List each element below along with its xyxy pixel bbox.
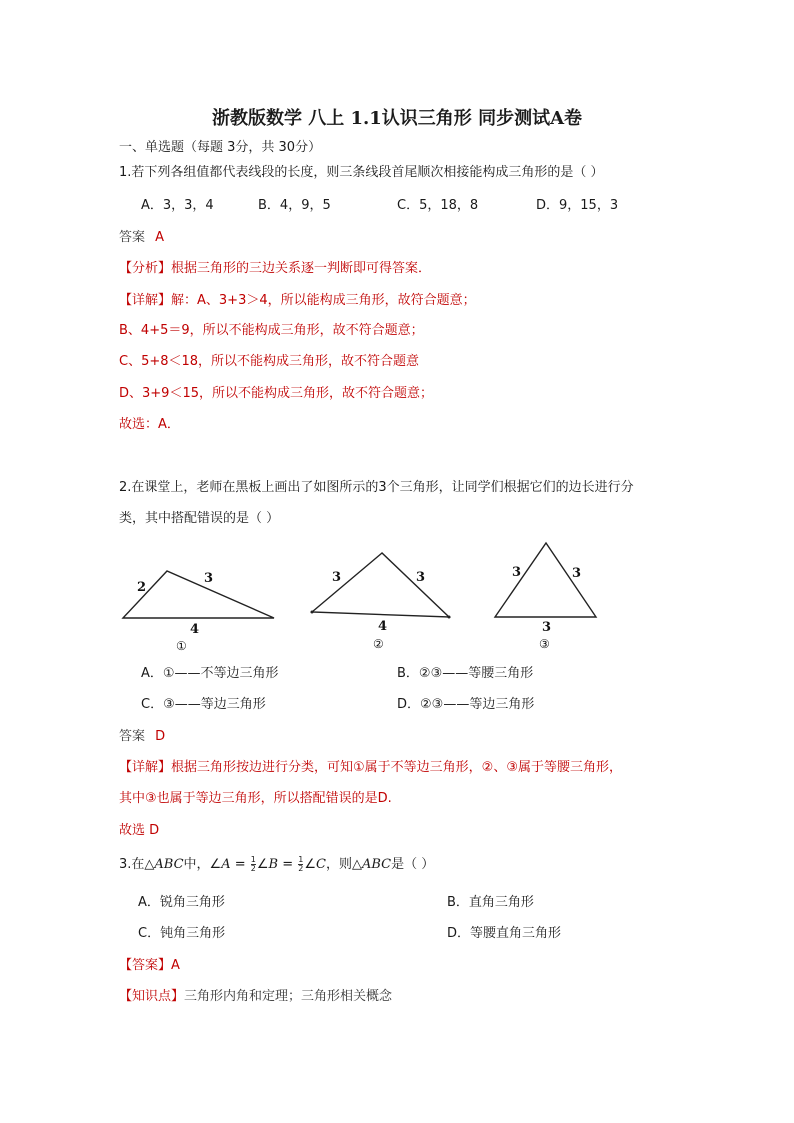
- q3-fraction-2: [298, 856, 303, 873]
- q3-option-d: D．等腰直角三角形: [447, 926, 562, 941]
- q1-option-b: B．4，9，5: [258, 198, 331, 213]
- q2-option-c: C．③——等边三角形: [141, 697, 266, 712]
- q2-detail-tag: 【详解】: [119, 760, 172, 775]
- q3-stem-end: 是（ ）: [391, 857, 435, 872]
- q1-answer: [119, 229, 164, 247]
- q2-detail-line-2: 其中③也属于等边三角形，所以搭配错误的是D.: [119, 791, 392, 806]
- triangle-2-right-label: 3: [416, 570, 426, 585]
- q1-analysis-tag: 【分析】: [119, 261, 172, 276]
- triangle-3-left-label: 3: [512, 565, 522, 580]
- q3-option-c: C．钝角三角形: [138, 926, 226, 941]
- triangle-3-number: ③: [539, 637, 550, 651]
- q1-choose: 故选：A．: [119, 417, 180, 432]
- q2-option-b: B．②③——等腰三角形: [397, 666, 534, 681]
- triangle-1-number: ①: [176, 639, 187, 653]
- q3-stem-prefix: 3.在△: [119, 857, 155, 872]
- q3-triangle-name: ABC: [154, 857, 184, 872]
- q3-fraction-1-den: 2: [250, 864, 256, 873]
- q3-triangle-name-2: ABC: [361, 857, 392, 872]
- q2-triangles-figure: [110, 535, 610, 655]
- triangle-3-right-label: 3: [572, 566, 582, 581]
- q2-answer-label: 答案: [119, 729, 146, 744]
- q1-detail-line-1: [119, 292, 476, 310]
- q3-stem-suffix: ，则△: [325, 857, 362, 872]
- q1-answer-label: 答案: [119, 230, 146, 245]
- triangle-1-right-label: 3: [204, 571, 214, 586]
- q3-option-b: B．直角三角形: [447, 895, 534, 910]
- q3-answer: [119, 957, 180, 975]
- q3-angle-symbol-b: ∠: [256, 857, 269, 872]
- q3-angle-b: B: [268, 857, 279, 872]
- q3-angle-c: C: [316, 857, 326, 872]
- q1-stem: 1.若下列各组值都代表线段的长度，则三条线段首尾顺次相接能构成三角形的是（ ）: [119, 165, 604, 180]
- q3-angle-symbol-c: ∠: [304, 857, 316, 872]
- q1-analysis-text: 根据三角形的三边关系逐一判断即可得答案．: [171, 261, 432, 276]
- q1-option-a: A．3，3，4: [141, 198, 214, 213]
- q3-equals-2: =: [278, 857, 298, 872]
- section-heading: 一、单选题（每题 3分，共 30分）: [119, 140, 322, 155]
- triangle-2-vertex: [448, 616, 451, 619]
- q2-answer: [119, 728, 165, 746]
- q1-detail-line-3: C、5+8＜18，所以不能构成三角形，故不符合题意: [119, 354, 420, 369]
- q1-detail-text-1: 解：A、3+3＞4，所以能构成三角形，故符合题意；: [171, 293, 476, 308]
- q2-option-d: D．②③——等边三角形: [397, 697, 535, 712]
- q3-fraction-2-den: 2: [298, 864, 304, 873]
- triangle-2-vertex: [311, 611, 314, 614]
- q1-detail-line-2: B、4+5＝9，所以不能构成三角形，故不符合题意；: [119, 323, 424, 338]
- triangle-2-bottom-label: 4: [378, 619, 388, 634]
- q3-fraction-1-num: 1: [250, 855, 256, 864]
- q3-angle-a: A: [221, 857, 231, 872]
- q1-option-d: D．9，15，3: [536, 198, 619, 213]
- q3-equals-1: =: [230, 857, 250, 872]
- q1-answer-value: A: [155, 230, 165, 245]
- q2-answer-value: D: [155, 729, 166, 744]
- triangle-2-number: ②: [373, 637, 384, 651]
- document-title: 浙教版数学 八上 1.1认识三角形 同步测试A卷: [211, 108, 583, 129]
- triangle-2-left-label: 3: [332, 570, 342, 585]
- q1-detail-line-4: D、3+9＜15，所以不能构成三角形，故不符合题意；: [119, 386, 433, 401]
- q3-stem-mid: 中，∠: [183, 857, 222, 872]
- q2-stem-line-2: 类，其中搭配错误的是（ ）: [119, 511, 280, 526]
- q3-option-a: A．锐角三角形: [138, 895, 225, 910]
- q2-stem-line-1: 2.在课堂上，老师在黑板上画出了如图所示的3个三角形，让同学们根据它们的边长进行分: [119, 480, 634, 495]
- triangle-1-left-label: 2: [137, 580, 147, 595]
- q2-detail-line-1: [119, 759, 622, 777]
- q3-stem: [119, 856, 434, 874]
- q1-analysis: [119, 260, 431, 278]
- triangle-2: [312, 553, 449, 617]
- q3-fraction-2-num: 1: [298, 855, 304, 864]
- q2-choose: 故选 D: [119, 823, 160, 838]
- q3-knowledge-tag: 【知识点】: [119, 989, 185, 1004]
- q2-detail-text-1: 根据三角形按边进行分类，可知①属于不等边三角形，②、③属于等腰三角形，: [171, 760, 622, 775]
- q3-answer-value: A: [171, 958, 180, 973]
- q3-fraction-1: [251, 856, 256, 873]
- q3-knowledge-text: 三角形内角和定理；三角形相关概念: [184, 989, 393, 1004]
- triangle-3-bottom-label: 3: [542, 620, 552, 635]
- q1-detail-tag: 【详解】: [119, 293, 172, 308]
- q3-answer-tag: 【答案】: [119, 958, 172, 973]
- triangle-1-bottom-label: 4: [190, 622, 200, 637]
- q3-knowledge: [119, 988, 392, 1006]
- q2-option-a: A．①——不等边三角形: [141, 666, 279, 681]
- q1-option-c: C．5，18，8: [397, 198, 479, 213]
